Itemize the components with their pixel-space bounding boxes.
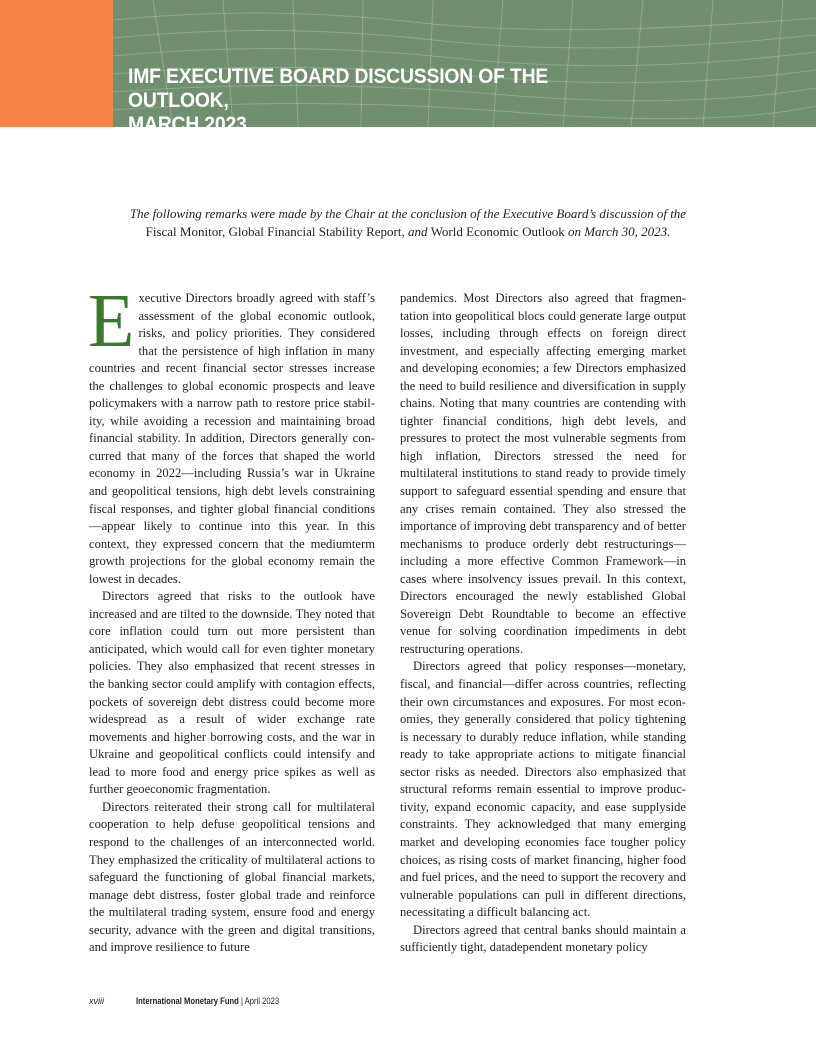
- body-paragraph-3: Directors reiterated their strong call for multilateral cooperation to help defuse geopolitical tensions and respond to the challenges of an interconnected world. They emphasized the criticality of multilateral actions to safeguard the functioning of global financial markets, manage debt distress, foster global trade and reinforce the multilateral trading system, ensure food and energy security, advance with the green and digital transitions, and improve resilience to future: [89, 799, 375, 955]
- intro-note: [110, 205, 706, 241]
- body-paragraph-3-continued: pandemics. Most Directors also agreed that fragmentation into geopolitical blocs could generate large output losses, including through effects on foreign direct investment, and especially affecting emerging market and developing economies; a few Directors emphasized the need to build resilience and diversification in supply chains. Noting that many countries are contending with tighter financial conditions, high debt levels, and pressures to protect the most vulnerable segments from high inflation, Directors stressed the need for multilateral institutions to stand ready to provide timely support to safeguard essential spending and ensure that any crises remain contained. They also stressed the importance of improving debt transparency and of better mechanisms to produce orderly debt restructurings—including a more effective Common Framework—in cases where insolvency issues prevail. In this context, Directors encouraged the newly established Global Sovereign Debt Roundtable to become an effective venue for solving coordination impediments in debt restructuring operations.: [400, 291, 686, 656]
- intro-text-1: The following remarks were made by the Chair at the conclusion of the Executive Board’s discussion of the: [129, 206, 687, 221]
- title-line-1: IMF EXECUTIVE BOARD DISCUSSION OF THE OUTLOOK,: [128, 64, 549, 112]
- intro-weo: World Economic Outlook: [430, 224, 565, 239]
- body-paragraph-2: Directors agreed that risks to the outlook have increased and are tilted to the downside. They noted that core inflation could turn out more persistent than anticipated, which would call for even tighter monetary policies. They also emphasized that recent stresses in the banking sector could amplify with contagion effects, pockets of sovereign debt distress could become more widespread as a result of wider exchange rate movements and higher borrowing costs, and the war in Ukraine and geopolitical conflicts could intensify and lead to more food and energy price spikes as well as further geoeconomic fragmentation.: [89, 589, 375, 797]
- footer-source: [136, 996, 279, 1006]
- body-paragraph-1: [88, 279, 375, 588]
- footer-publisher: International Monetary Fund: [136, 996, 239, 1006]
- drop-cap: E: [88, 279, 135, 363]
- body-paragraph-1-text: xecutive Directors broadly agreed with staff’s assessment of the global economic outlook, risks, and policy priorities. They considered that the persistence of high inflation in many countries and recent financial sector stresses increase the challenges to global economic prospects and leave policymakers with a narrow path to restore price stability, while avoiding a recession and maintaining broad financial stability. In addition, Directors generally concurred that many of the forces that shaped the world economy in 2022—including Russia’s war in Ukraine and geopolitical tensions, high debt levels constraining fiscal responses, and tighter global financial conditions—appear likely to continue into this year. In this context, they expressed concern that the mediumterm growth projections for the global economy remain the lowest in decades.: [89, 291, 375, 586]
- header-accent-block: [0, 0, 113, 127]
- intro-and: and: [404, 224, 431, 239]
- footer-separator: |: [238, 996, 245, 1006]
- intro-text-2: on March 30, 2023.: [564, 224, 671, 239]
- body-paragraph-5: Directors agreed that central banks should maintain a sufficiently tight, datadependent monetary policy: [400, 922, 686, 955]
- footer-date: April 2023: [244, 996, 280, 1006]
- body-column-left: [88, 279, 375, 957]
- title-line-2: MARCH 2023: [128, 112, 247, 136]
- body-paragraph-4: Directors agreed that policy responses—monetary, fiscal, and financial—differ across countries, reflecting their own circumstances and exposures. For most economies, they generally considered that policy tightening is necessary to durably reduce inflation, while standing ready to take appropriate actions to mitigate financial sector risks as needed. Directors also emphasized that structural reforms remain essential to improve productivity, expand economic capacity, and ease supplyside constraints. They acknowledged that many emerging market and developing economies face tougher policy choices, as rising costs of market financing, higher food and fuel prices, and the need to support the recovery and vulnerable populations can pull in different directions, necessitating a difficult balancing act.: [400, 659, 686, 920]
- page-number: xviii: [89, 996, 104, 1006]
- body-column-right: [400, 290, 686, 957]
- page-title: [128, 64, 596, 136]
- intro-publications: Fiscal Monitor, Global Financial Stability Report,: [145, 224, 405, 239]
